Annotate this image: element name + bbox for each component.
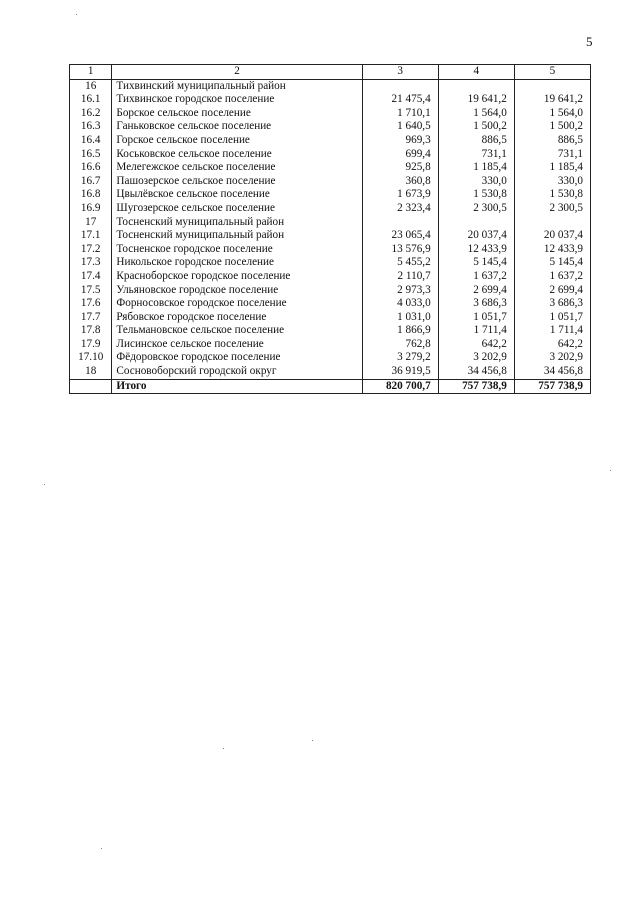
table-row: [70, 93, 591, 107]
value-cell-5: 1 185,4: [514, 161, 590, 175]
row-name-cell: Ганьковское сельское поселение: [112, 120, 362, 134]
row-number-cell: 16.7: [70, 175, 112, 189]
value-cell-3: 699,4: [362, 148, 438, 162]
row-name-cell: Тихвинское городское поселение: [112, 93, 362, 107]
row-number-cell: 16: [70, 79, 112, 93]
value-cell-4: 642,2: [438, 338, 514, 352]
row-number-cell: 17.3: [70, 256, 112, 270]
total-value-4: 757 738,9: [438, 379, 514, 394]
scan-speck: [101, 848, 102, 849]
value-cell-4: 3 686,3: [438, 297, 514, 311]
value-cell-5: 2 300,5: [514, 202, 590, 216]
table-row: [70, 107, 591, 121]
row-number-cell: 17.8: [70, 324, 112, 338]
row-number-cell: 17.1: [70, 229, 112, 243]
value-cell-3: 1 710,1: [362, 107, 438, 121]
row-name-cell: Фёдоровское городское поселение: [112, 351, 362, 365]
value-cell-5: 1 711,4: [514, 324, 590, 338]
value-cell-4: [438, 216, 514, 230]
data-table: [69, 64, 591, 394]
value-cell-3: 13 576,9: [362, 243, 438, 257]
table-row: [70, 338, 591, 352]
value-cell-5: 19 641,2: [514, 93, 590, 107]
row-name-cell: Горское сельское поселение: [112, 134, 362, 148]
header-cell: 2: [112, 65, 362, 80]
table-row: [70, 365, 591, 379]
value-cell-5: 1 637,2: [514, 270, 590, 284]
value-cell-5: 731,1: [514, 148, 590, 162]
total-value-3: 820 700,7: [362, 379, 438, 394]
value-cell-3: 23 065,4: [362, 229, 438, 243]
table-row: [70, 229, 591, 243]
value-cell-3: 360,8: [362, 175, 438, 189]
row-name-cell: Мелегежское сельское поселение: [112, 161, 362, 175]
row-number-cell: 16.2: [70, 107, 112, 121]
value-cell-3: 1 031,0: [362, 311, 438, 325]
value-cell-4: 34 456,8: [438, 365, 514, 379]
row-number-cell: 16.8: [70, 188, 112, 202]
row-name-cell: Тосненское городское поселение: [112, 243, 362, 257]
value-cell-4: 330,0: [438, 175, 514, 189]
row-name-cell: Шугозерское сельское поселение: [112, 202, 362, 216]
scan-speck: [312, 740, 313, 741]
table-row: [70, 243, 591, 257]
value-cell-4: 1 564,0: [438, 107, 514, 121]
value-cell-4: 1 051,7: [438, 311, 514, 325]
value-cell-4: 731,1: [438, 148, 514, 162]
value-cell-4: 19 641,2: [438, 93, 514, 107]
row-name-cell: Тосненский муниципальный район: [112, 216, 362, 230]
value-cell-3: 925,8: [362, 161, 438, 175]
row-name-cell: Тосненский муниципальный район: [112, 229, 362, 243]
value-cell-5: 330,0: [514, 175, 590, 189]
total-value-5: 757 738,9: [514, 379, 590, 394]
value-cell-5: 12 433,9: [514, 243, 590, 257]
value-cell-3: 969,3: [362, 134, 438, 148]
table-row: [70, 311, 591, 325]
table-row: [70, 284, 591, 298]
value-cell-4: 1 711,4: [438, 324, 514, 338]
scan-speck: [76, 14, 77, 15]
table-row: [70, 351, 591, 365]
value-cell-3: 1 673,9: [362, 188, 438, 202]
table-row: [70, 202, 591, 216]
value-cell-4: 2 699,4: [438, 284, 514, 298]
row-name-cell: Сосновоборский городской округ: [112, 365, 362, 379]
value-cell-5: 34 456,8: [514, 365, 590, 379]
scan-speck: [44, 484, 45, 485]
row-number-cell: 16.5: [70, 148, 112, 162]
value-cell-3: [362, 216, 438, 230]
header-cell: 5: [514, 65, 590, 80]
value-cell-5: 3 686,3: [514, 297, 590, 311]
row-number-cell: 17.2: [70, 243, 112, 257]
value-cell-3: 2 323,4: [362, 202, 438, 216]
row-name-cell: Борское сельское поселение: [112, 107, 362, 121]
table-row: [70, 216, 591, 230]
value-cell-4: 2 300,5: [438, 202, 514, 216]
row-name-cell: Форносовское городское поселение: [112, 297, 362, 311]
row-number-cell: 17: [70, 216, 112, 230]
row-number-cell: 18: [70, 365, 112, 379]
value-cell-4: 3 202,9: [438, 351, 514, 365]
table-row: [70, 175, 591, 189]
table-row: [70, 324, 591, 338]
value-cell-5: 1 500,2: [514, 120, 590, 134]
total-label-cell: Итого: [112, 379, 362, 394]
value-cell-3: 2 973,3: [362, 284, 438, 298]
table-row: [70, 148, 591, 162]
value-cell-3: 36 919,5: [362, 365, 438, 379]
row-name-cell: Рябовское городское поселение: [112, 311, 362, 325]
value-cell-5: 5 145,4: [514, 256, 590, 270]
table-row: [70, 297, 591, 311]
table-header-row: [70, 65, 591, 80]
value-cell-5: 3 202,9: [514, 351, 590, 365]
row-name-cell: Тельмановское сельское поселение: [112, 324, 362, 338]
value-cell-3: 1 640,5: [362, 120, 438, 134]
value-cell-5: 1 051,7: [514, 311, 590, 325]
value-cell-5: 886,5: [514, 134, 590, 148]
row-name-cell: Лисинское сельское поселение: [112, 338, 362, 352]
row-number-cell: 17.9: [70, 338, 112, 352]
value-cell-4: 1 637,2: [438, 270, 514, 284]
value-cell-4: 1 530,8: [438, 188, 514, 202]
value-cell-3: 5 455,2: [362, 256, 438, 270]
row-name-cell: Красноборское городское поселение: [112, 270, 362, 284]
value-cell-5: [514, 216, 590, 230]
value-cell-4: [438, 79, 514, 93]
value-cell-5: 642,2: [514, 338, 590, 352]
value-cell-3: 1 866,9: [362, 324, 438, 338]
value-cell-4: 12 433,9: [438, 243, 514, 257]
value-cell-3: 21 475,4: [362, 93, 438, 107]
table-row: [70, 256, 591, 270]
row-name-cell: Никольское городское поселение: [112, 256, 362, 270]
table-body: [70, 65, 591, 394]
table-row: [70, 79, 591, 93]
value-cell-5: 20 037,4: [514, 229, 590, 243]
table-row: [70, 134, 591, 148]
row-number-cell: 17.6: [70, 297, 112, 311]
row-number-cell: 17.5: [70, 284, 112, 298]
row-number-cell: 17.7: [70, 311, 112, 325]
row-name-cell: Пашозерское сельское поселение: [112, 175, 362, 189]
value-cell-4: 20 037,4: [438, 229, 514, 243]
row-number-cell: 17.4: [70, 270, 112, 284]
total-number-cell: [70, 379, 112, 394]
value-cell-5: 2 699,4: [514, 284, 590, 298]
header-cell: 1: [70, 65, 112, 80]
table-total-row: [70, 379, 591, 394]
scan-speck: [610, 470, 611, 471]
header-cell: 4: [438, 65, 514, 80]
scan-speck: [223, 748, 224, 749]
row-name-cell: Коськовское сельское поселение: [112, 148, 362, 162]
row-number-cell: 16.6: [70, 161, 112, 175]
row-number-cell: 17.10: [70, 351, 112, 365]
row-name-cell: Цвылёвское сельское поселение: [112, 188, 362, 202]
row-number-cell: 16.9: [70, 202, 112, 216]
table-row: [70, 120, 591, 134]
value-cell-4: 5 145,4: [438, 256, 514, 270]
value-cell-4: 1 500,2: [438, 120, 514, 134]
value-cell-3: 4 033,0: [362, 297, 438, 311]
value-cell-4: 886,5: [438, 134, 514, 148]
table-row: [70, 188, 591, 202]
page-number: 5: [586, 34, 593, 49]
value-cell-3: 762,8: [362, 338, 438, 352]
header-cell: 3: [362, 65, 438, 80]
value-cell-3: [362, 79, 438, 93]
value-cell-5: 1 530,8: [514, 188, 590, 202]
value-cell-3: 3 279,2: [362, 351, 438, 365]
value-cell-4: 1 185,4: [438, 161, 514, 175]
row-number-cell: 16.1: [70, 93, 112, 107]
table-row: [70, 270, 591, 284]
row-name-cell: Ульяновское городское поселение: [112, 284, 362, 298]
value-cell-5: [514, 79, 590, 93]
row-number-cell: 16.3: [70, 120, 112, 134]
row-number-cell: 16.4: [70, 134, 112, 148]
row-name-cell: Тихвинский муниципальный район: [112, 79, 362, 93]
value-cell-3: 2 110,7: [362, 270, 438, 284]
value-cell-5: 1 564,0: [514, 107, 590, 121]
table-row: [70, 161, 591, 175]
